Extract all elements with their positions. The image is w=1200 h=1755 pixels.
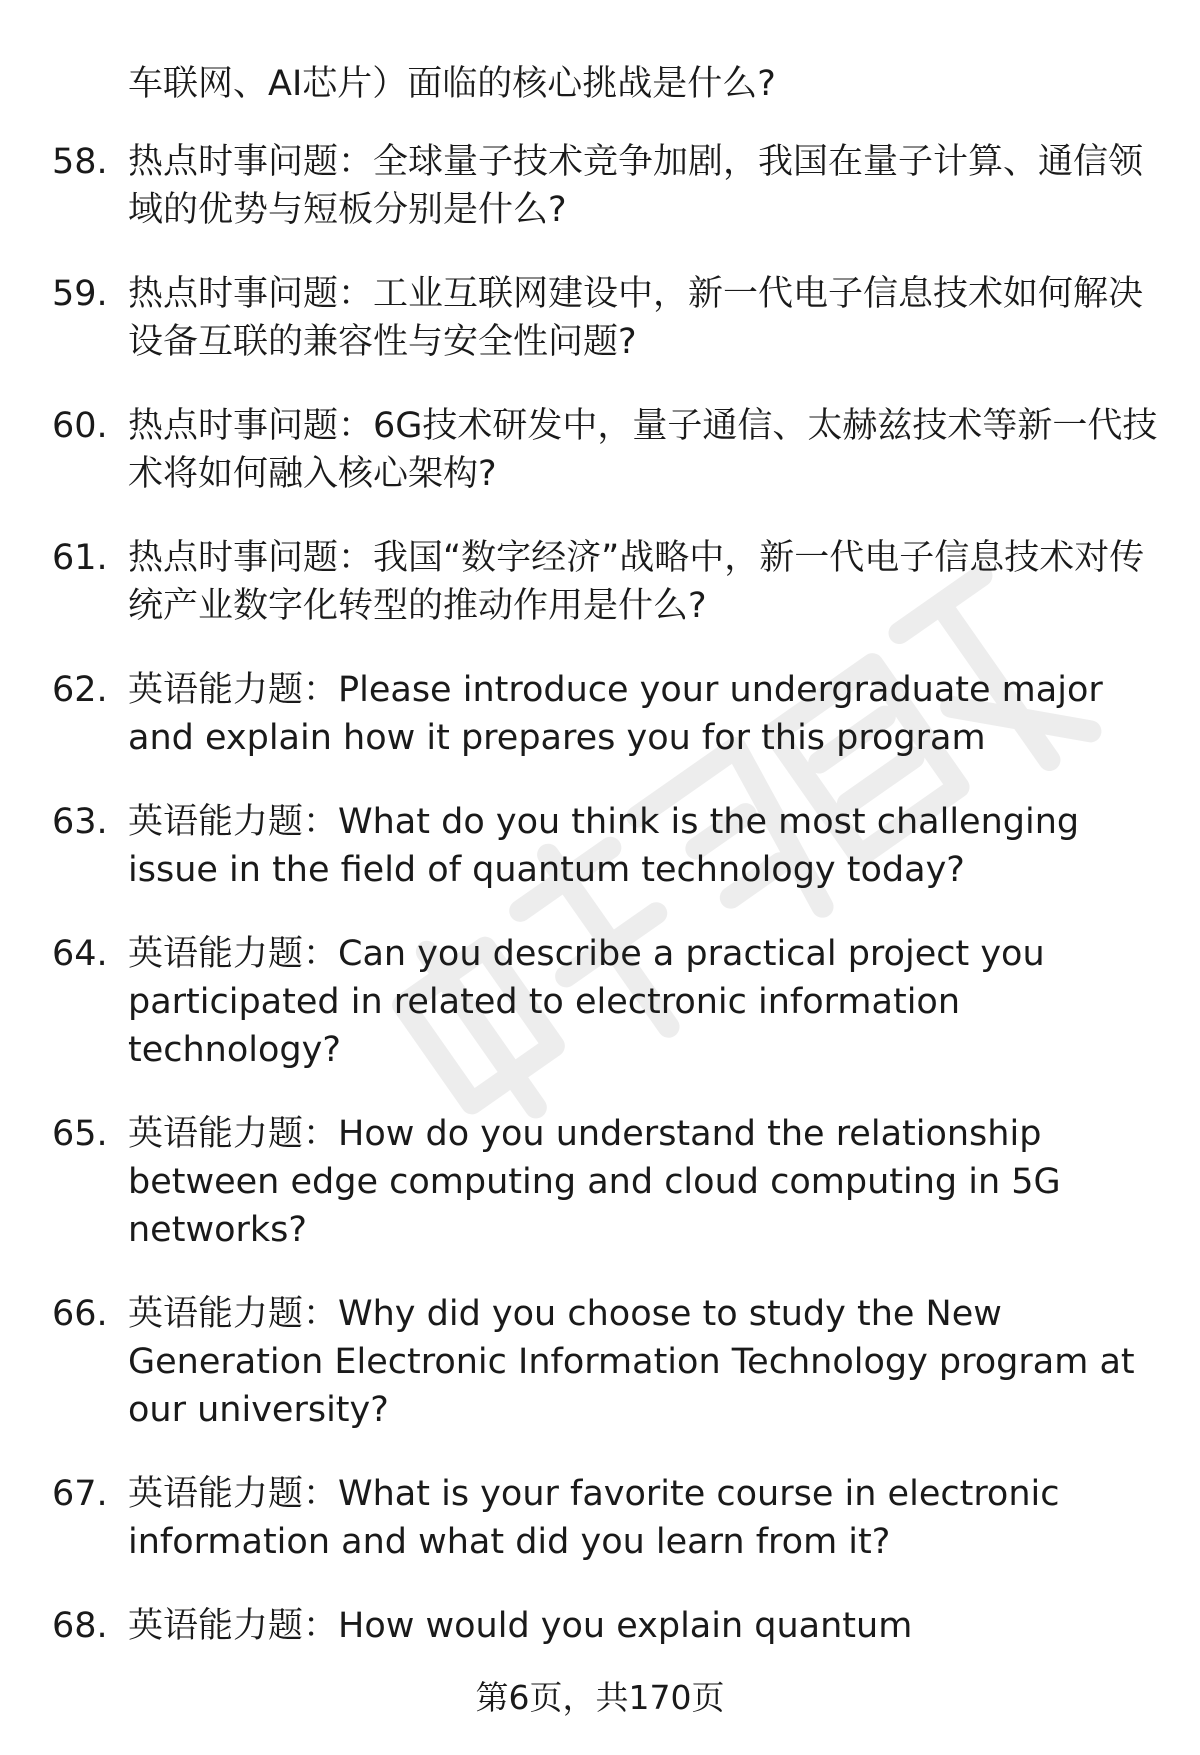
item-text (128, 666, 1158, 762)
item-number: 65. (52, 1114, 108, 1154)
item-question: Please introduce your undergraduate major and explain how it prepares you for this program (128, 670, 1103, 758)
page-footer: 第6页，共170页 (475, 1678, 725, 1717)
item-text (128, 798, 1158, 894)
item-number: 68. (52, 1606, 108, 1646)
item-category: 热点时事问题： (128, 406, 374, 446)
list-item (0, 270, 1200, 366)
list-item (0, 1602, 1200, 1650)
item-category: 英语能力题： (128, 1114, 339, 1154)
item-text (128, 270, 1158, 366)
item-category: 英语能力题： (128, 934, 339, 974)
item-category: 英语能力题： (128, 1474, 339, 1514)
item-question: How would you explain quantum (338, 1606, 913, 1646)
item-category: 热点时事问题： (128, 274, 374, 314)
item-category: 热点时事问题： (128, 142, 374, 182)
item-category: 英语能力题： (128, 1606, 339, 1646)
item-text (128, 534, 1158, 630)
item-number: 58. (52, 142, 108, 182)
item-text (128, 1290, 1158, 1434)
item-question: How do you understand the relationship between edge computing and cloud computing in 5G networks? (128, 1114, 1061, 1250)
list-item (0, 1290, 1200, 1434)
item-question: 工业互联网建设中，新一代电子信息技术如何解决设备互联的兼容性与安全性问题? (128, 274, 1144, 362)
item-number: 59. (52, 274, 108, 314)
item-text (128, 1602, 1158, 1650)
continued-question-text: 车联网、AI芯片）面临的核心挑战是什么? (128, 64, 776, 104)
item-question: What is your favorite course in electronic information and what did you learn from it? (128, 1474, 1060, 1562)
item-category: 英语能力题： (128, 802, 339, 842)
list-item (0, 798, 1200, 894)
list-item (0, 1110, 1200, 1254)
list-item (0, 402, 1200, 498)
item-question: Why did you choose to study the New Generation Electronic Information Technology program at our university? (128, 1294, 1135, 1430)
item-text (128, 930, 1158, 1074)
list-item (0, 1470, 1200, 1566)
item-category: 热点时事问题： (128, 538, 374, 578)
list-item (0, 666, 1200, 762)
item-text (128, 138, 1158, 234)
item-question: 全球量子技术竞争加剧，我国在量子计算、通信领域的优势与短板分别是什么? (128, 142, 1144, 230)
list-item (0, 534, 1200, 630)
item-number: 64. (52, 934, 108, 974)
item-number: 60. (52, 406, 108, 446)
item-text (128, 402, 1158, 498)
item-number: 63. (52, 802, 108, 842)
question-list (0, 138, 1200, 1686)
item-question: 6G技术研发中，量子通信、太赫兹技术等新一代技术将如何融入核心架构? (128, 406, 1158, 494)
item-number: 61. (52, 538, 108, 578)
list-item (0, 138, 1200, 234)
item-text (128, 1110, 1158, 1254)
item-number: 66. (52, 1294, 108, 1334)
item-category: 英语能力题： (128, 1294, 339, 1334)
item-question: What do you think is the most challenging issue in the field of quantum technology today? (128, 802, 1080, 890)
item-category: 英语能力题： (128, 670, 339, 710)
item-number: 62. (52, 670, 108, 710)
item-question: Can you describe a practical project you participated in related to electronic information technology? (128, 934, 1045, 1070)
item-number: 67. (52, 1474, 108, 1514)
list-item (0, 930, 1200, 1074)
item-question: 我国“数字经济”战略中，新一代电子信息技术对传统产业数字化转型的推动作用是什么? (128, 538, 1145, 626)
item-text (128, 1470, 1158, 1566)
